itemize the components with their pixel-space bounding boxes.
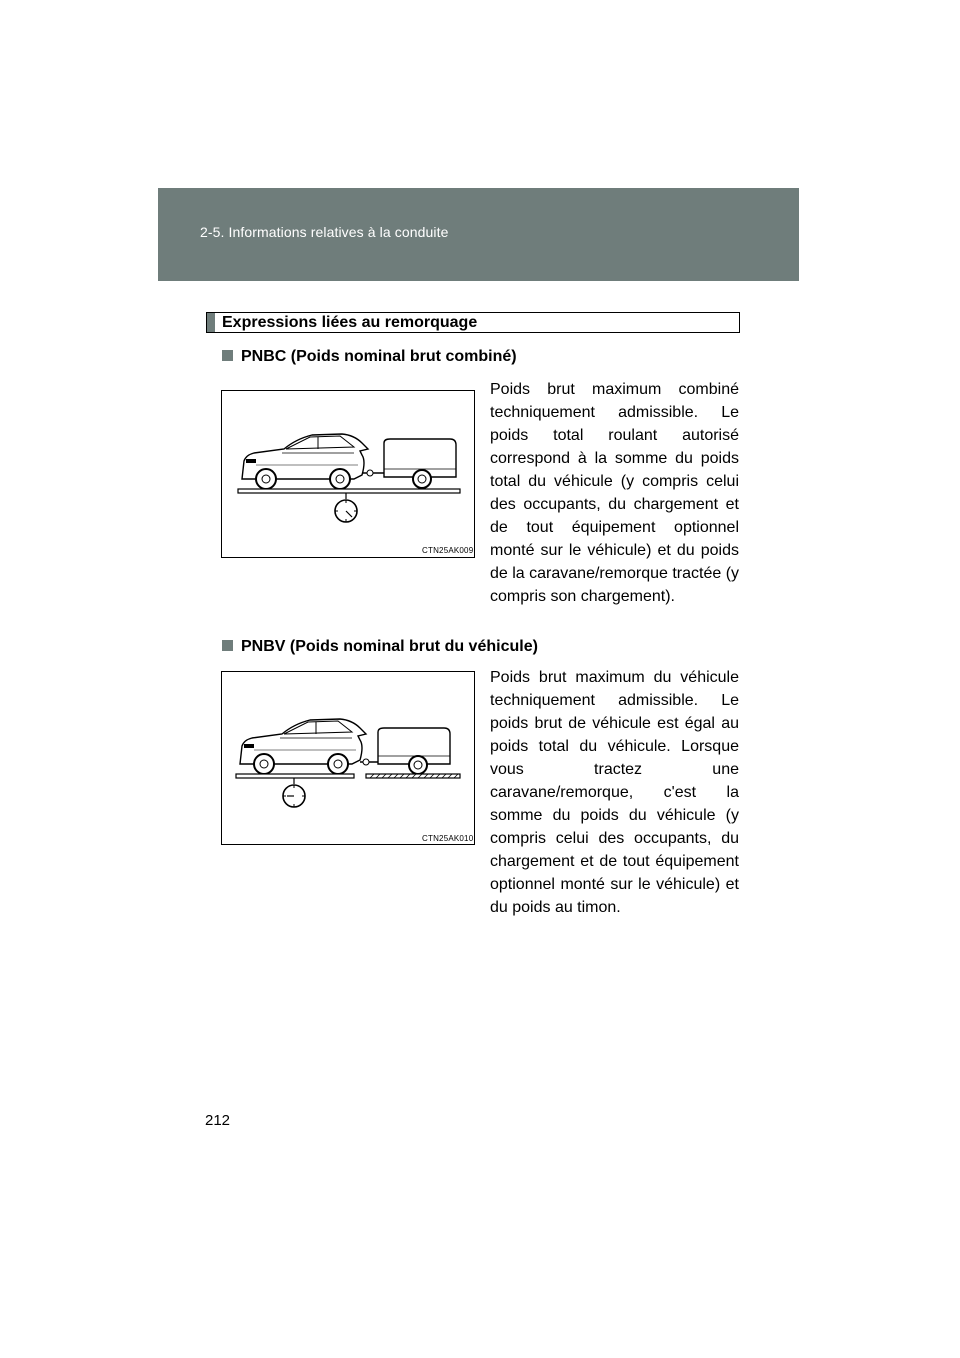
item-heading-text: PNBC (Poids nominal brut combiné) bbox=[241, 348, 517, 365]
item-heading-pnbc bbox=[222, 348, 517, 366]
page-number: 212 bbox=[205, 1112, 231, 1129]
illustration-pnbc bbox=[221, 390, 475, 558]
illustration-pnbv bbox=[221, 671, 475, 845]
illustration-code: CTN25AK010 bbox=[422, 834, 474, 843]
item-heading-text: PNBV (Poids nominal brut du véhicule) bbox=[241, 638, 538, 655]
square-bullet-icon bbox=[222, 350, 233, 361]
section-title-box bbox=[206, 312, 740, 333]
item-paragraph-pnbc: Poids brut maximum combiné techniquement admissible. Le poids total roulant autorisé correspond à la somme du poids total du véhicule (y compris celui des occupants, du chargement et de tout équipement optionnel monté sur le véhicule) et du poids de la caravane/remorque tractée (y compris son chargement). bbox=[490, 381, 740, 605]
item-heading-pnbv bbox=[222, 638, 538, 656]
section-title-marker bbox=[207, 313, 215, 332]
item-paragraph-pnbv: Poids brut maximum du véhicule techniquement admissible. Le poids brut de véhicule est égal au poids total du véhicule. Lorsque vous tractez une caravane/remorque, c'est la somme du poids du véhicule (y compris celui des occupants, du chargement et de tout équipement optionnel monté sur le véhicule) et du poids au timon. bbox=[490, 669, 739, 916]
section-title: Expressions liées au remorquage bbox=[222, 314, 478, 331]
square-bullet-icon bbox=[222, 640, 233, 651]
illustration-code: CTN25AK009 bbox=[422, 546, 474, 555]
car-trailer-scale-illustration bbox=[222, 672, 476, 846]
chapter-breadcrumb: 2-5. Informations relatives à la conduite bbox=[200, 224, 449, 240]
car-trailer-scale-illustration bbox=[222, 391, 476, 559]
